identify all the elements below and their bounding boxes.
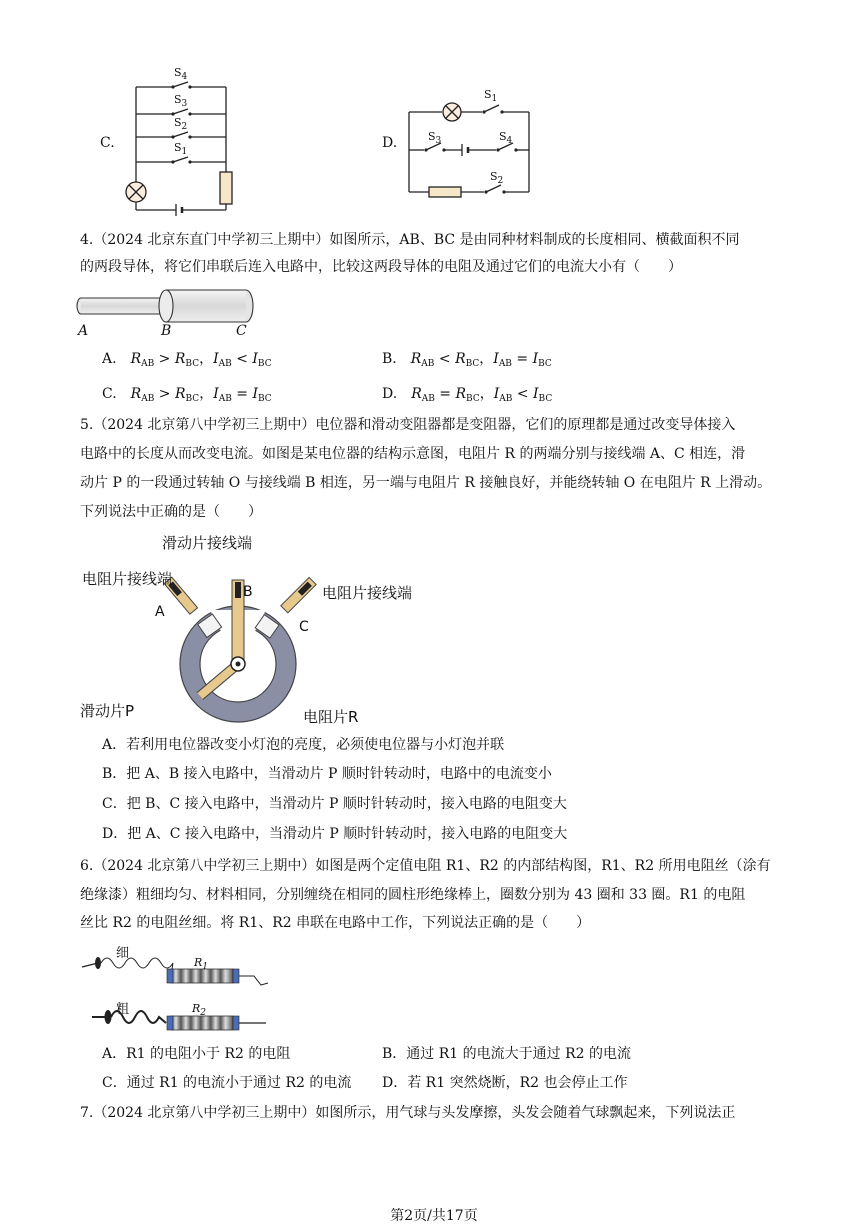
q5-stem-line1: 5.（2024 北京第八中学初三上期中）电位器和滑动变阻器都是变阻器，它们的原理都是通过改变导体接入 bbox=[80, 417, 736, 433]
q3-circuit-d bbox=[404, 92, 539, 202]
q6-stem-line3: 丝比 R2 的电阻丝细。将 R1、R2 串联在电路中工作，下列说法正确的是（ ） bbox=[80, 915, 591, 931]
q3-d-switch-s4: $S_4$ bbox=[499, 130, 513, 146]
q5-option-c[interactable]: C．把 B、C 接入电路中，当滑动片 P 顺时针转动时，接入电路的电阻变大 bbox=[102, 796, 567, 812]
q5-label-a: A bbox=[155, 604, 165, 620]
q5-label-slider-terminal: 滑动片接线端 bbox=[162, 534, 253, 552]
q6-option-b[interactable]: B．通过 R1 的电流大于通过 R2 的电流 bbox=[382, 1046, 631, 1062]
q3-c-switch-s4: $S_4$ bbox=[174, 66, 188, 82]
q5-label-resistor-terminal-right: 电阻片接线端 bbox=[322, 584, 413, 602]
q4-option-c[interactable]: C. $R_{AB} > R_{BC}$，$I_{AB} = I_{BC}$ bbox=[102, 386, 272, 404]
q6-option-a[interactable]: A．R1 的电阻小于 R2 的电阻 bbox=[102, 1046, 291, 1062]
q3-d-switch-s1: $S_1$ bbox=[484, 88, 498, 104]
q3-d-switch-s3: $S_3$ bbox=[428, 130, 442, 146]
q5-option-d[interactable]: D．把 A、C 接入电路中，当滑动片 P 顺时针转动时，接入电路的电阻变大 bbox=[102, 826, 568, 842]
page-number: 第2页/共17页 bbox=[390, 1208, 478, 1224]
q4-option-b[interactable]: B. $R_{AB} < R_{BC}$，$I_{AB} = I_{BC}$ bbox=[382, 351, 552, 369]
q6-stem-line2: 绝缘漆）粗细均匀、材料相同，分别缠绕在相同的圆柱形绝缘棒上，圈数分别为 43 圈和 33 圈。R1 的电阻 bbox=[80, 887, 746, 903]
q6-label-thin: 细 bbox=[116, 946, 130, 961]
q6-option-c[interactable]: C．通过 R1 的电流小于通过 R2 的电流 bbox=[102, 1075, 352, 1091]
q6-stem-line1: 6.（2024 北京第八中学初三上期中）如图是两个定值电阻 R1、R2 的内部结构图，R1、R2 所用电阻丝（涂有 bbox=[80, 858, 771, 874]
q3-option-c-label: C. bbox=[100, 135, 115, 151]
q5-label-b: B bbox=[243, 584, 253, 600]
q4-fig-label-c: C bbox=[236, 323, 247, 339]
q5-stem-line3: 动片 P 的一段通过转轴 O 与接线端 B 相连，另一端与电阻片 R 接触良好，并能绕转轴 O 在电阻片 R 上滑动。 bbox=[80, 475, 772, 491]
q6-label-r2: $R_2$ bbox=[192, 1002, 207, 1018]
q5-label-c: C bbox=[299, 619, 309, 635]
q3-c-switch-s3: $S_3$ bbox=[174, 93, 188, 109]
q4-option-a[interactable]: A. $R_{AB} > R_{BC}$，$I_{AB} < I_{BC}$ bbox=[102, 351, 272, 369]
q6-label-r1: $R_1$ bbox=[194, 956, 209, 972]
q5-option-a[interactable]: A．若利用电位器改变小灯泡的亮度，必须使电位器与小灯泡并联 bbox=[102, 737, 505, 753]
q5-label-resistor: 电阻片R bbox=[303, 708, 359, 726]
q4-stem-line1: 4.（2024 北京东直门中学初三上期中）如图所示，AB、BC 是由同种材料制成的长度相同、横截面积不同 bbox=[80, 232, 740, 248]
q5-option-b[interactable]: B．把 A、B 接入电路中，当滑动片 P 顺时针转动时，电路中的电流变小 bbox=[102, 766, 552, 782]
q6-label-thick: 粗 bbox=[116, 1002, 130, 1017]
q4-option-d[interactable]: D. $R_{AB} = R_{BC}$，$I_{AB} < I_{BC}$ bbox=[382, 386, 553, 404]
q3-d-switch-s2: $S_2$ bbox=[490, 170, 504, 186]
q5-stem-line2: 电路中的长度从而改变电流。如图是某电位器的结构示意图，电阻片 R 的两端分别与接线端 A、C 相连，滑 bbox=[80, 446, 746, 462]
q4-fig-label-b: B bbox=[161, 323, 172, 339]
q3-option-d-label: D. bbox=[382, 135, 398, 151]
q6-option-d[interactable]: D．若 R1 突然烧断，R2 也会停止工作 bbox=[382, 1075, 628, 1091]
q5-stem-line4: 下列说法中正确的是（ ） bbox=[80, 504, 262, 520]
q5-label-slider: 滑动片P bbox=[80, 702, 135, 720]
q4-stem-line2: 的两段导体，将它们串联后连入电路中，比较这两段导体的电阻及通过它们的电流大小有（ ） bbox=[80, 259, 682, 275]
q3-c-switch-s1: $S_1$ bbox=[174, 141, 188, 157]
q5-label-resistor-terminal-left: 电阻片接线端 bbox=[82, 570, 173, 588]
q6-resistor-figure bbox=[76, 945, 276, 1035]
q7-stem-line1: 7.（2024 北京第八中学初三上期中）如图所示，用气球与头发摩擦，头发会随着气球飘起来，下列说法正 bbox=[80, 1105, 736, 1121]
q4-fig-label-a: A bbox=[78, 323, 89, 339]
q3-c-switch-s2: $S_2$ bbox=[174, 116, 188, 132]
